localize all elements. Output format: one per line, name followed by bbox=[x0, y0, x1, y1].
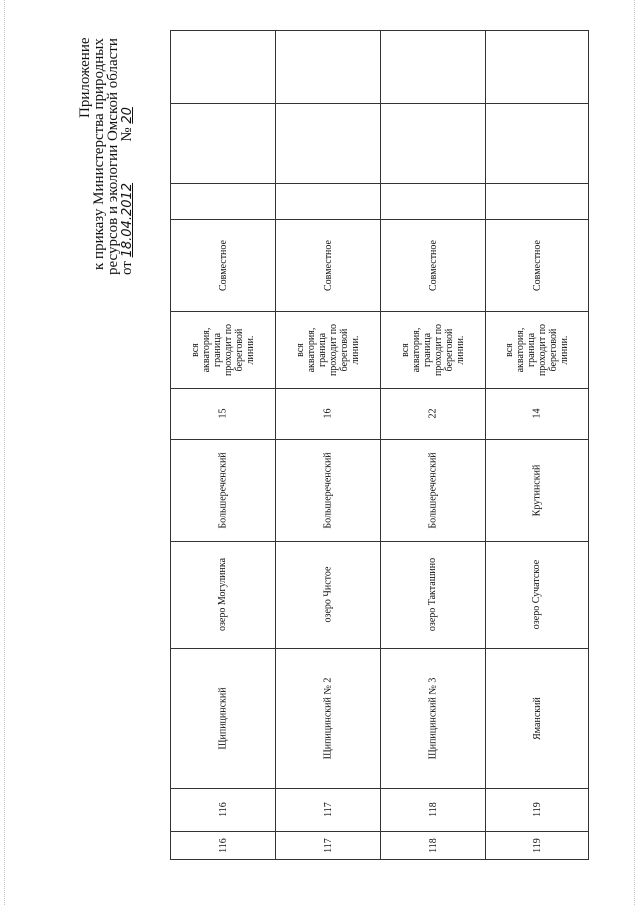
number-value: 20 bbox=[120, 107, 135, 124]
header-date-number-line bbox=[120, 107, 135, 275]
table-cell-area: 16 bbox=[322, 408, 334, 419]
table-cell-id: 119 bbox=[531, 802, 543, 817]
table-cell-area: 14 bbox=[531, 408, 543, 419]
table-cell-id: 117 bbox=[322, 802, 334, 817]
header-title: Приложение bbox=[77, 37, 93, 118]
table-cell-area: 22 bbox=[427, 408, 439, 419]
fishing-areas-table bbox=[170, 30, 589, 860]
date-value: 18.04.2012 bbox=[120, 182, 135, 258]
table-cell-area: 15 bbox=[217, 408, 229, 419]
table-cell-id: 118 bbox=[427, 802, 439, 817]
table-cell-num: 118 bbox=[427, 838, 439, 853]
table-cell-num: 116 bbox=[217, 838, 229, 853]
table-cell-district: Крутинский bbox=[531, 464, 543, 516]
table-cell-usage: Совместное bbox=[427, 239, 439, 291]
table-cell-object: озеро Сучатское bbox=[531, 559, 543, 630]
scan-edge-left bbox=[4, 0, 6, 905]
table-cell-usage: Совместное bbox=[531, 239, 543, 291]
table-cell-boundary: вся акватория, граница проходит по береговой линии. bbox=[294, 323, 361, 376]
table-cell-district: Большереченский bbox=[217, 451, 229, 529]
table-cell-name: Щипицинский bbox=[217, 686, 229, 750]
table-cell-boundary: вся акватория, граница проходит по береговой линии. bbox=[503, 323, 570, 376]
table-cell-district: Большереченский bbox=[427, 451, 439, 529]
header-order-line: к приказу Министерства природных bbox=[91, 38, 107, 270]
table-cell-name: Щипицинский № 2 bbox=[322, 677, 334, 759]
number-prefix: № bbox=[119, 127, 135, 142]
table-cell-boundary: вся акватория, граница проходит по береговой линии. bbox=[399, 323, 466, 376]
table-cell-usage: Совместное bbox=[322, 239, 334, 291]
table-cell-object: озеро Чистое bbox=[322, 566, 334, 623]
table-cell-boundary: вся акватория, граница проходит по береговой линии. bbox=[189, 323, 256, 376]
table-cell-usage: Совместное bbox=[217, 239, 229, 291]
date-prefix: от bbox=[119, 261, 135, 275]
header-ministry-line: ресурсов и экологии Омской области bbox=[105, 38, 121, 275]
table-cell-num: 119 bbox=[531, 838, 543, 853]
table-cell-name: Яманский bbox=[531, 696, 543, 740]
scan-edge-right bbox=[634, 0, 636, 905]
table-cell-name: Щипицинский № 3 bbox=[427, 677, 439, 759]
table-cell-object: озеро Могулинка bbox=[217, 557, 229, 632]
table-cell-object: озеро Такташино bbox=[427, 557, 439, 632]
table-cell-id: 116 bbox=[217, 802, 229, 817]
table-cell-num: 117 bbox=[322, 838, 334, 853]
table-cell-district: Большереченский bbox=[322, 451, 334, 529]
